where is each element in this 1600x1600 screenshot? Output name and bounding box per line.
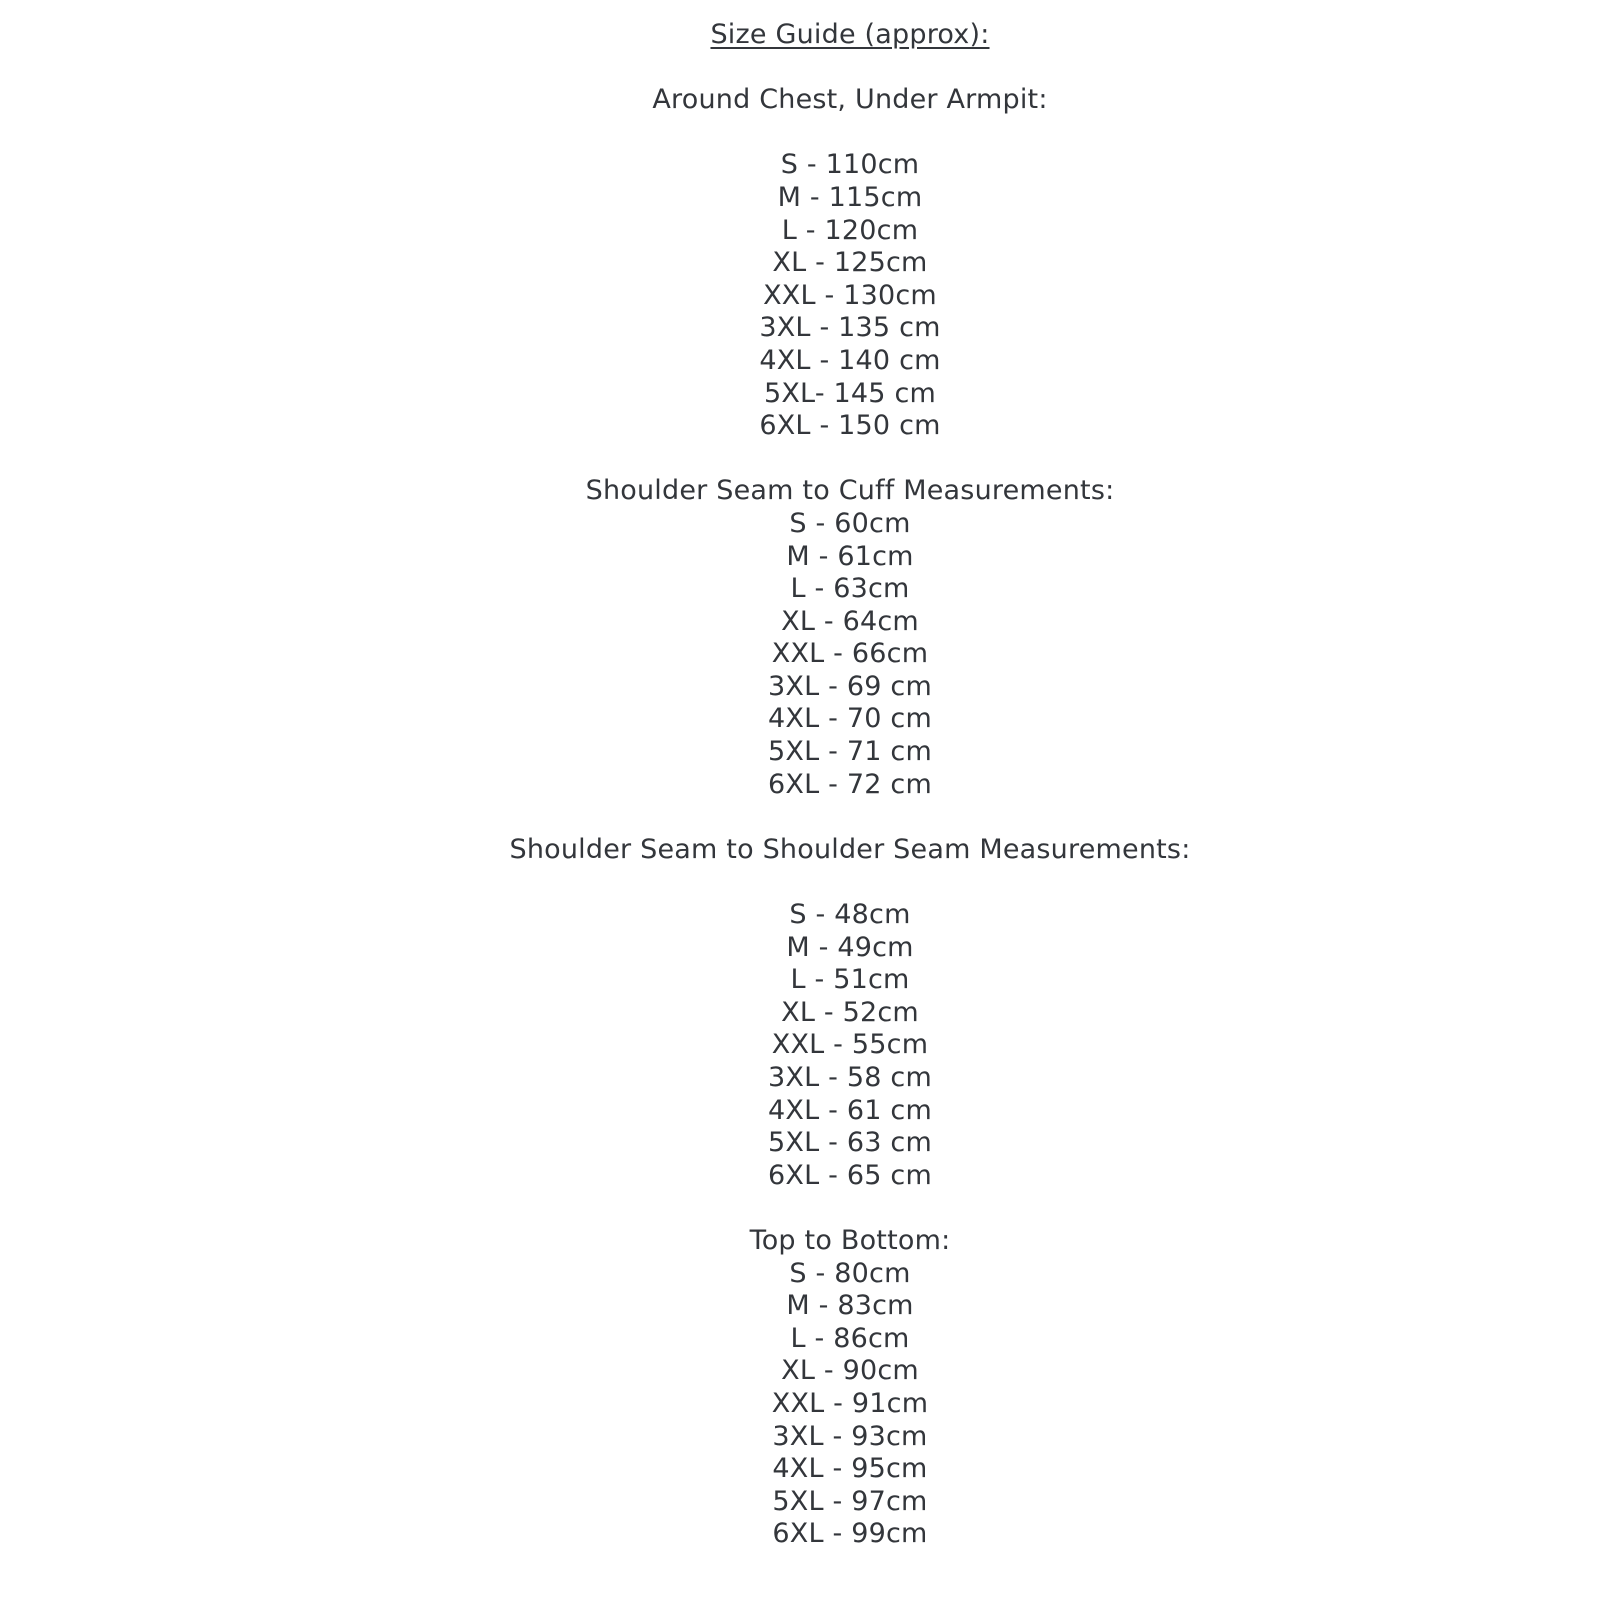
size-row: 4XL - 95cm	[772, 1453, 928, 1485]
size-row: 5XL- 145 cm	[763, 377, 937, 409]
size-row: 6XL - 150 cm	[759, 410, 941, 442]
size-row: 5XL - 63 cm	[768, 1127, 932, 1159]
size-row: 6XL - 65 cm	[768, 1159, 932, 1191]
size-row: S - 80cm	[789, 1257, 911, 1289]
size-row: XL - 125cm	[772, 247, 928, 279]
size-row: 5XL - 97cm	[772, 1485, 928, 1517]
size-row: 3XL - 93cm	[772, 1420, 928, 1452]
size-row: XL - 52cm	[781, 996, 919, 1028]
size-row: XL - 64cm	[781, 605, 919, 637]
size-row: XL - 90cm	[781, 1355, 919, 1387]
size-row: 6XL - 72 cm	[768, 768, 932, 800]
size-row: 4XL - 70 cm	[768, 703, 932, 735]
spacer	[100, 443, 1600, 476]
section-heading-shoulder-to-shoulder: Shoulder Seam to Shoulder Seam Measurements:	[509, 833, 1191, 865]
size-row: L - 63cm	[790, 573, 910, 605]
page-title: Size Guide (approx):	[710, 19, 990, 50]
spacer	[100, 52, 1600, 85]
size-row: XXL - 66cm	[771, 638, 929, 670]
spacer	[100, 1192, 1600, 1225]
section-heading-around-chest: Around Chest, Under Armpit:	[652, 84, 1048, 116]
size-row: 3XL - 69 cm	[768, 670, 932, 702]
section-heading-shoulder-to-cuff: Shoulder Seam to Cuff Measurements:	[585, 475, 1115, 507]
section-shoulder-to-shoulder	[100, 834, 1600, 1193]
spacer	[100, 866, 1600, 899]
size-row: 3XL - 135 cm	[759, 312, 941, 344]
size-row: L - 120cm	[781, 214, 919, 246]
size-row: S - 110cm	[780, 149, 920, 181]
size-row: XXL - 91cm	[771, 1387, 929, 1419]
size-row: L - 86cm	[790, 1322, 910, 1354]
size-row: M - 61cm	[786, 540, 914, 572]
spacer	[100, 801, 1600, 834]
size-row: 6XL - 99cm	[772, 1518, 928, 1550]
size-row: 4XL - 61 cm	[768, 1094, 932, 1126]
section-top-to-bottom	[100, 1225, 1600, 1551]
size-row: S - 48cm	[789, 899, 911, 931]
spacer	[100, 117, 1600, 150]
size-row: 4XL - 140 cm	[759, 344, 941, 376]
size-row: 5XL - 71 cm	[768, 736, 932, 768]
size-row: M - 49cm	[786, 931, 914, 963]
size-row: XXL - 55cm	[771, 1029, 929, 1061]
section-shoulder-to-cuff	[100, 475, 1600, 801]
size-row: M - 115cm	[777, 181, 923, 213]
size-row: XXL - 130cm	[763, 279, 937, 311]
size-row: 3XL - 58 cm	[768, 1062, 932, 1093]
section-around-chest	[100, 84, 1600, 443]
size-row: L - 51cm	[790, 964, 910, 996]
size-row: M - 83cm	[786, 1290, 914, 1322]
size-row: S - 60cm	[789, 507, 911, 539]
section-heading-top-to-bottom: Top to Bottom:	[749, 1224, 951, 1256]
